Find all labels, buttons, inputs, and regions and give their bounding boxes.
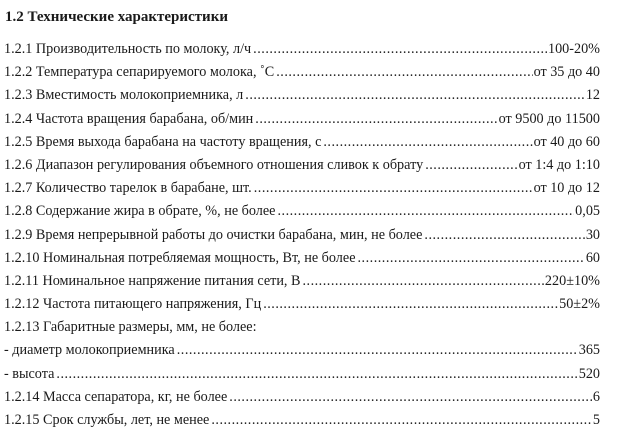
spec-row-dimensions-heading [4,318,600,341]
spec-label: 1.2.13 Габаритные размеры, мм, не более: [4,319,257,336]
spec-label: 1.2.6 Диапазон регулирования объемного отношения сливок к обрату [4,156,424,173]
spec-label: 1.2.5 Время выхода барабана на частоту вращения, с [4,133,322,150]
spec-value: от 9500 до 11500 [498,110,600,127]
leader-dots [358,249,585,267]
spec-row-receiver-diameter [4,341,600,364]
leader-dots [211,411,592,429]
spec-label: - диаметр молокоприемника [4,342,175,359]
leader-dots [263,295,558,313]
spec-label: - высота [4,365,55,382]
spec-row-height [4,365,600,388]
leader-dots [424,226,584,244]
spec-value: 0,05 [575,203,600,220]
leader-dots [56,365,577,383]
leader-dots [245,86,585,104]
spec-label: 1.2.14 Масса сепаратора, кг, не более [4,388,228,405]
leader-dots [177,341,578,359]
spec-value: 520 [578,365,600,382]
spec-value: 12 [585,87,600,104]
leader-dots [277,202,574,220]
spec-row-cream-ratio [4,156,600,179]
spec-label: 1.2.10 Номинальная потребляемая мощность, Вт, не более [4,249,356,266]
spec-value: 60 [585,249,600,266]
document-page [4,0,600,434]
spec-row-continuous-operation [4,226,600,249]
spec-row-disc-count [4,179,600,202]
leader-dots [229,388,592,406]
spec-row-voltage [4,272,600,295]
spec-label: 1.2.4 Частота вращения барабана, об/мин [4,110,254,127]
spec-value: 6 [592,388,600,405]
spec-value: 365 [578,342,600,359]
spec-label: 1.2.7 Количество тарелок в барабане, шт. [4,180,252,197]
spec-label: 1.2.8 Содержание жира в обрате, %, не более [4,203,276,220]
spec-list [4,40,600,434]
spec-label: 1.2.15 Срок службы, лет, не менее [4,412,210,428]
spec-label: 1.2.2 Температура сепарируемого молока, ˚С [4,64,275,81]
leader-dots [253,40,547,58]
spec-label: 1.2.3 Вместимость молокоприемника, л [4,87,244,104]
section-title: 1.2 Технические характеристики [5,9,228,25]
spec-value: от 10 до 12 [533,180,600,197]
spec-value: от 35 до 40 [533,64,600,81]
spec-label: 1.2.12 Частота питающего напряжения, Гц [4,296,262,313]
leader-dots [276,63,532,81]
spec-label: 1.2.9 Время непрерывной работы до очистки барабана, мин, не более [4,226,423,243]
spec-row-mass [4,388,600,411]
spec-value: 100-20% [547,41,600,57]
spec-value: 220±10% [544,272,600,289]
spec-row-spinup-time [4,133,600,156]
spec-row-rotation-speed [4,110,600,133]
spec-row-temperature [4,63,600,86]
spec-row-productivity [4,40,600,63]
spec-label: 1.2.11 Номинальное напряжение питания сети, В [4,272,301,289]
spec-value: 5 [592,412,600,428]
spec-label: 1.2.1 Производительность по молоку, л/ч [4,41,252,57]
spec-value: 50±2% [559,296,600,313]
leader-dots [323,133,532,151]
spec-value: от 1:4 до 1:10 [518,156,600,173]
spec-row-fat-content [4,202,600,225]
leader-dots [425,156,517,174]
spec-row-power [4,249,600,272]
leader-dots [302,272,543,290]
spec-value: 30 [585,226,600,243]
spec-row-service-life [4,411,600,434]
leader-dots [255,110,497,128]
spec-row-frequency [4,295,600,318]
leader-dots [254,179,533,197]
spec-value: от 40 до 60 [533,133,600,150]
spec-row-capacity [4,86,600,109]
